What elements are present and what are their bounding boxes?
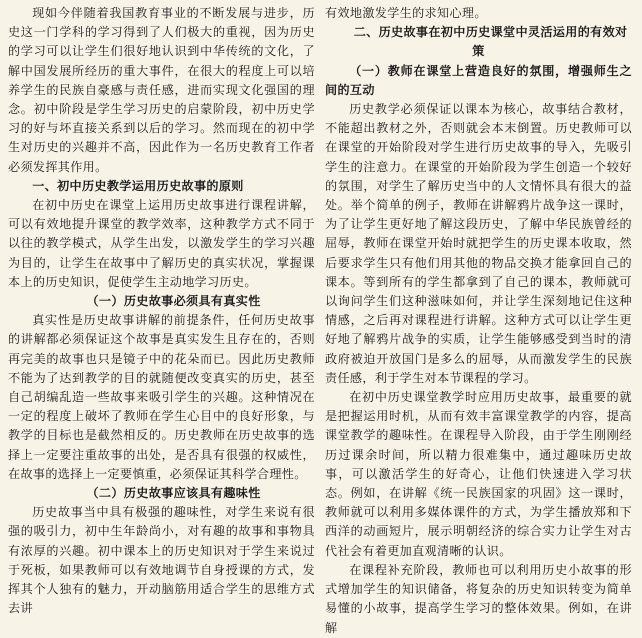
- subheading-interest: （二）历史故事应该具有趣味性: [86, 486, 261, 501]
- interest-paragraph: 历史故事当中具有极强的趣味性，对学生来说有很强的吸引力，初中生年龄尚小，对有趣的故事和事物具有浓厚的兴趣。初中课本上的历史知识对于学生来说过于死板，如果教师可以有效地调节自身授课的方式，发挥其个人独有的魅力，开动脑筋用适合学生的思维方式去讲: [8, 505, 315, 616]
- right-column: [325, 4, 632, 635]
- subheading-authenticity: （一）历史故事必须具有真实性: [86, 294, 261, 309]
- authenticity-paragraph: 真实性是历史故事讲解的前提条件，任何历史故事的讲解都必须保证这个故事是真实发生且存在的，否则再完美的故事也只是镜子中的花朵而已。因此历史教师不能为了达到教学的目的就随便改变真实的历史，甚至自己胡编乱造一些故事来吸引学生的兴趣。这种情况在一定的程度上破坏了教师在学生心目中的良好形象，与教学的目标也是截然相反的。历史教师在历史故事的选择上一定要注重故事的出处，是否具有很强的权威性，在故事的选择上一定要慎重，必须保证其科学合理性。: [8, 313, 315, 481]
- section-heading-strategies: 二、历史故事在初中历史课堂中灵活运用的有效对策: [353, 25, 628, 59]
- atmosphere-paragraph-3: 在课程补充阶段，教师也可以利用历史小故事的形式增加学生的知识储备，将复杂的历史知识转变为简单易懂的小故事，提高学生学习的整体效果。例如，在讲解: [325, 562, 632, 635]
- intro-paragraph: 现如今伴随着我国教育事业的不断发展与进步，历史这一门学科的学习得到了人们极大的重视，因为历史的学习可以让学生们很好地认识到中华传统的文化，了解中国发展所经历的重大事件，在很大的程度上可以培养学生的民族自豪感与责任感，进而实现文化强国的理念。初中阶段是学生学习历史的启蒙阶段，初中历史学习的好与坏直接关系到以后的学习。然而现在的初中学生对历史的兴趣并不高，因此作为一名历史教育工作者必须发挥其作用。: [8, 6, 315, 174]
- continued-paragraph: 有效地激发学生的求知心理。: [325, 6, 487, 20]
- left-column: [8, 4, 315, 616]
- section-heading-principles: 一、初中历史教学运用历史故事的原则: [32, 178, 244, 193]
- principles-paragraph: 在初中历史在课堂上运用历史故事进行课程讲解，可以有效地提升课堂的教学效率，这种教学方式不同于以往的教学模式，从学生出发，以激发学生的学习兴趣为目的，让学生在故事中了解历史的真实状况，掌握课本上的历史知识，促使学生主动地学习历史。: [8, 198, 315, 289]
- subheading-atmosphere: （一）教师在课堂上营造良好的氛围，增强师生之间的互动: [325, 63, 632, 97]
- atmosphere-paragraph-2: 在初中历史课堂教学时应用历史故事，最重要的就是把握运用时机，从而有效丰富课堂教学的内容，提高课堂教学的趣味性。在课程导入阶段，由于学生刚刚经历过课余时间，所以精力很难集中，通过趣味历史故事，可以激活学生的好奇心，让他们快速进入学习状态。例如，在讲解《统一民族国家的巩固》这一课时，教师就可以利用多媒体课件的方式，为学生播放郑和下西洋的动画短片，展示明朝经济的综合实力让学生对古代社会有着更加直观清晰的认识。: [325, 390, 632, 558]
- atmosphere-paragraph-1: 历史教学必须保证以课本为核心，故事结合教材，不能超出教材之外，否则就会本末倒置。历史教师可以在课堂的开始阶段对学生进行历史故事的导入，先吸引学生的注意力。在课堂的开始阶段为学生创造一个较好的氛围，对学生了解历史当中的人文情怀具有很大的益处。举个简单的例子，教师在讲解鸦片战争这一课时，为了让学生更好地了解这段历史，了解中华民族曾经的屈辱，教师在课堂开始时就把学生的历史课本收取，然后要求学生只有他们用其他的物品交换才能拿回自己的课本。等到所有的学生都拿到了自己的课本，教师就可以询问学生们这种滋味如何，并让学生深刻地记住这种情感，之后再对课程进行讲解。这种方式可以让学生更好地了解鸦片战争的实质，让学生能够感受到当时的清政府被迫开放国门是多么的屈辱，从而激发学生的民族责任感，利于学生对本节课程的学习。: [325, 102, 632, 385]
